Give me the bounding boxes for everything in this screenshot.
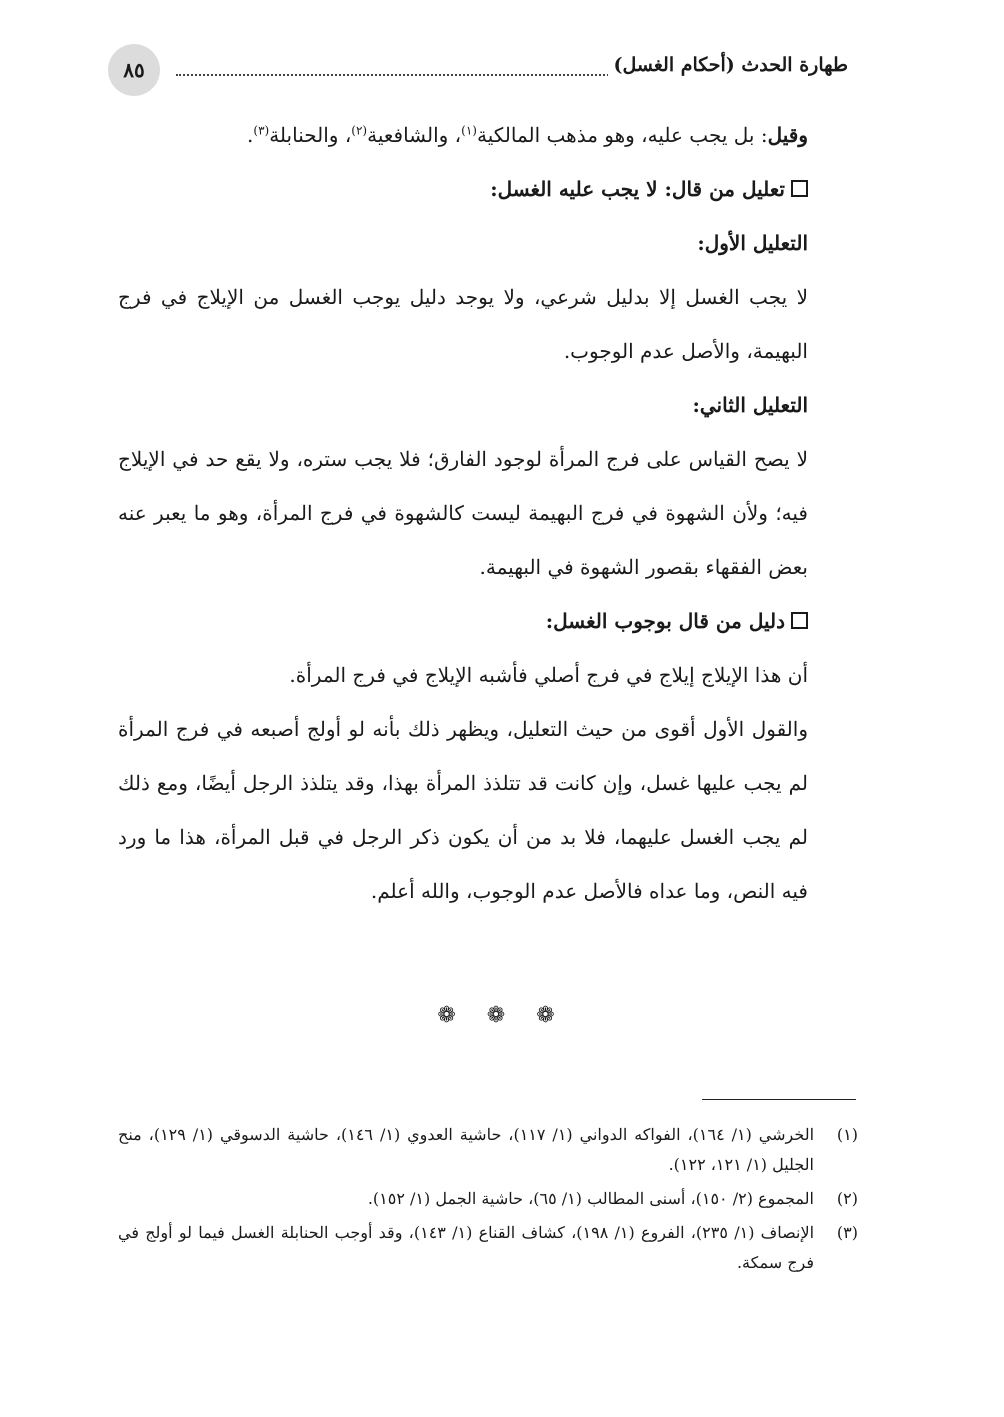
paragraph-obligation-evidence: أن هذا الإيلاج إيلاج في فرج أصلي فأشبه الإيلاج في فرج المرأة. [289,663,808,687]
opinion-text-end: . [247,123,254,147]
subheading-second-reason: التعليل الثاني: [692,393,808,417]
opinion-text-3: ، والحنابلة [269,123,352,147]
footnote-divider [702,1099,856,1100]
section-heading-obligation [118,594,808,648]
opinion-lead: وقيل [767,123,808,147]
paragraph-first-reason: لا يجب الغسل إلا بدليل شرعي، ولا يوجد دليل يوجب الغسل من الإيلاج في فرج البهيمة، والأصل عدم الوجوب. [118,285,808,363]
footnote-item [118,1120,858,1180]
footnote-number: (٢) [836,1189,858,1208]
flower-ornament-separator: ❁ ❁ ❁ [437,1003,567,1028]
section-heading-text: تعليل من قال: لا يجب عليه الغسل: [490,177,785,201]
paragraph-conclusion: والقول الأول أقوى من حيث التعليل، ويظهر ذلك بأنه لو أولج أصبعه في فرج المرأة لم يجب عليها غسل، وإن كانت قد تتلذذ المرأة بهذا، وقد يتلذذ الرجل أيضًا، ومع ذلك لم يجب الغسل عليهما، فلا بد من أن يكون ذكر الرجل في قبل المرأة، هذا ما ورد فيه النص، وما عداه فالأصل عدم الوجوب، والله أعلم. [118,717,808,903]
footnote-text: المجموع (٢/ ١٥٠)، أسنى المطالب (١/ ٦٥)، حاشية الجمل (١/ ١٥٢). [367,1189,814,1208]
footnote-text: الخرشي (١/ ١٦٤)، الفواكه الدواني (١/ ١١٧)، حاشية العدوي (١/ ١٤٦)، حاشية الدسوقي (١/ ١٢٩)، منح الجليل (١/ ١٢١، ١٢٢). [118,1125,815,1174]
section-heading-text: دليل من قال بوجوب الغسل: [545,609,785,633]
paragraph-opinion [118,108,808,162]
footnote-text: الإنصاف (١/ ٢٣٥)، الفروع (١/ ١٩٨)، كشاف القناع (١/ ١٤٣)، وقد أوجب الحنابلة الغسل فيما لو أولج في فرج سمكة. [118,1223,815,1272]
footnote-ref-3[interactable]: (٣) [253,123,270,138]
footnote-ref-1[interactable]: (١) [461,123,477,138]
checkbox-square-icon [791,180,808,197]
subheading-first-reason: التعليل الأول: [697,231,808,255]
paragraph-second-reason: لا يصح القياس على فرج المرأة لوجود الفارق؛ فلا يجب ستره، ولا يقع حد في الإيلاج فيه؛ ولأن الشهوة في فرج البهيمة ليست كالشهوة في فرج المرأة، وهو ما يعبر عنه بعض الفقهاء بقصور الشهوة في البهيمة. [118,447,808,579]
footnote-number: (٣) [836,1223,858,1242]
opinion-text-1: : بل يجب عليه، وهو مذهب المالكية [476,123,768,147]
page-header [108,44,848,100]
checkbox-square-icon [791,612,808,629]
footnote-ref-2[interactable]: (٢) [351,123,368,138]
opinion-text-2: ، والشافعية [367,123,462,147]
footnote-item [118,1218,858,1278]
running-title: طهارة الحدث (أحكام الغسل) [608,54,848,76]
main-text [118,108,808,918]
footnotes [118,1120,858,1282]
footnote-item [118,1184,858,1214]
page-number: ٨٥ [108,44,160,96]
section-heading-no-obligation [118,162,808,216]
footnote-number: (١) [836,1125,858,1144]
